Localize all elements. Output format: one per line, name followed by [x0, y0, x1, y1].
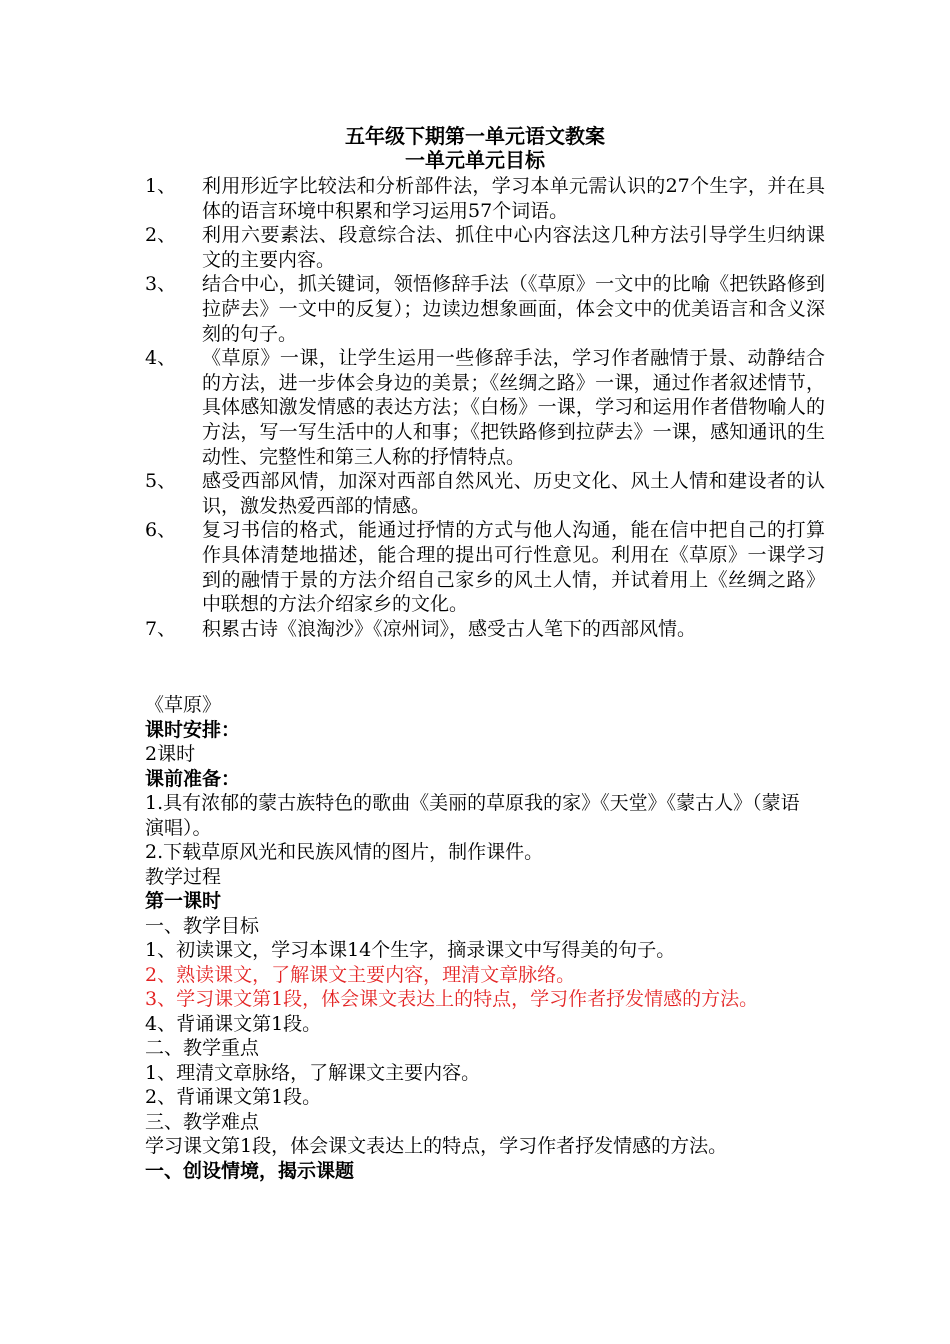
objective-item-highlighted: 3、学习课文第1段，体会课文表达上的特点，学习作者抒发情感的方法。 — [145, 988, 759, 1010]
schedule-value: 2课时 — [145, 743, 196, 765]
goal-item — [145, 223, 825, 272]
lesson-name: 《草原》 — [145, 694, 222, 716]
goal-text: 积累古诗《浪淘沙》《凉州词》，感受古人笔下的西部风情。 — [202, 617, 697, 640]
goal-number: 5、 — [145, 470, 177, 493]
lesson-section — [145, 693, 815, 1183]
goal-number: 4、 — [145, 347, 177, 370]
unit-goals-heading: 一单元单元目标 — [405, 148, 545, 172]
goal-number: 2、 — [145, 224, 177, 247]
difficulty-heading: 三、教学难点 — [145, 1110, 260, 1133]
document-title: 五年级下期第一单元语文教案 — [345, 124, 605, 148]
objective-item: 1、初读课文，学习本课14个生字，摘录课文中写得美的句子。 — [145, 939, 676, 961]
goal-text: 结合中心，抓关键词，领悟修辞手法（《草原》一文中的比喻《把铁路修到拉萨去》一文中的反复）；边读边想象画面，体会文中的优美语言和含义深刻的句子。 — [202, 273, 825, 345]
goal-item — [145, 346, 825, 469]
key-points-heading: 二、教学重点 — [145, 1037, 260, 1059]
objectives-heading: 一、教学目标 — [145, 914, 260, 937]
objective-item: 4、背诵课文第1段。 — [145, 1012, 322, 1035]
step-heading: 一、创设情境，揭示课题 — [145, 1159, 355, 1182]
prep-item: 2.下载草原风光和民族风情的图片，制作课件。 — [145, 841, 544, 863]
goal-text: 利用形近字比较法和分析部件法，学习本单元需认识的27个生字，并在具体的语言环境中积累和学习运用57个词语。 — [202, 175, 825, 222]
goal-number: 7、 — [145, 617, 177, 640]
goal-number: 1、 — [145, 175, 177, 197]
goal-item — [145, 617, 825, 642]
goal-text: 感受西部风情，加深对西部自然风光、历史文化、风土人情和建设者的认识，激发热爱西部的情感。 — [202, 470, 825, 517]
unit-goals-list — [145, 174, 825, 641]
prep-heading: 课前准备： — [145, 767, 241, 790]
goal-item — [145, 469, 825, 518]
period-heading: 第一课时 — [145, 890, 222, 912]
key-point-item: 2、背诵课文第1段。 — [145, 1086, 322, 1108]
goal-text: 《草原》一课，让学生运用一些修辞手法，学习作者融情于景、动静结合的方法，进一步体会身边的美景；《丝绸之路》一课，通过作者叙述情节，具体感知激发情感的表达方法；《白杨》一课，学习和运用作者借物喻人的方法，写一写生活中的人和事；《把铁路修到拉萨去》一课，感知通讯的生动性、完整性和第三人称的抒情特点。 — [202, 347, 825, 468]
goal-text: 利用六要素法、段意综合法、抓住中心内容法这几种方法引导学生归纳课文的主要内容。 — [202, 224, 825, 271]
prep-item: 1.具有浓郁的蒙古族特色的歌曲《美丽的草原我的家》《天堂》《蒙古人》（蒙语演唱）。 — [145, 792, 800, 839]
objective-item-highlighted: 2、熟读课文，了解课文主要内容，理清文章脉络。 — [145, 963, 576, 986]
goal-number: 3、 — [145, 273, 177, 296]
goal-item — [145, 174, 825, 223]
key-point-item: 1、理清文章脉络，了解课文主要内容。 — [145, 1061, 481, 1084]
difficulty-text: 学习课文第1段，体会课文表达上的特点，学习作者抒发情感的方法。 — [145, 1135, 728, 1157]
schedule-heading: 课时安排： — [145, 718, 241, 741]
goal-item — [145, 272, 825, 346]
goal-text: 复习书信的格式，能通过抒情的方式与他人沟通，能在信中把自己的打算作具体清楚地描述，能合理的提出可行性意见。利用在《草原》一课学习到的融情于景的方法介绍自己家乡的风土人情，并试着用上《丝绸之路》中联想的方法介绍家乡的文化。 — [202, 519, 825, 616]
goal-item — [145, 518, 825, 616]
goal-number: 6、 — [145, 519, 177, 542]
process-heading: 教学过程 — [145, 865, 222, 888]
